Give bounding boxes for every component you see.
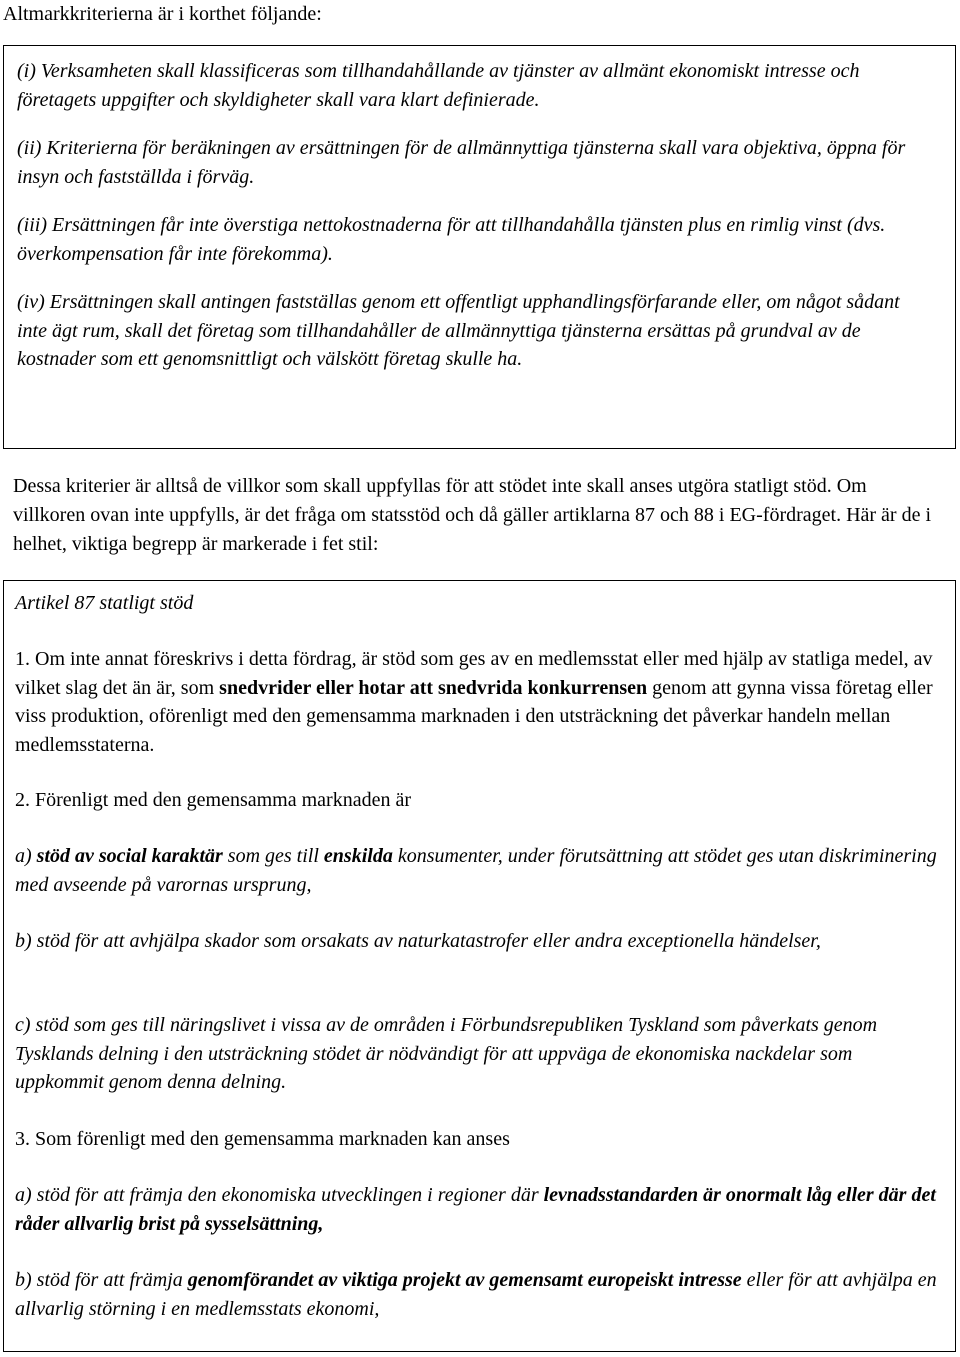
criterion-3: (iii) Ersättningen får inte överstiga nettokostnaderna för att tillhandahålla tjänsten plus en rimlig vinst (dvs. överkompensation får inte förekomma). [17, 214, 886, 265]
article-box [3, 580, 956, 1352]
p3a-bold: levnadsstandarden är onormalt låg eller där det råder allvarlig brist på sysselsättning, [15, 1184, 936, 1235]
article-paragraph-2a [15, 842, 945, 899]
article-paragraph-2c: c) stöd som ges till näringslivet i vissa av de områden i Förbundsrepubliken Tyskland som påverkats genom Tysklands delning i den utsträckning stödet är nödvändigt för att uppväga de ekonomiska nackdelar som uppkommit genom denna delning. [15, 1014, 878, 1093]
criteria-box [3, 45, 956, 449]
explanation-paragraph: Dessa kriterier är alltså de villkor som skall uppfyllas för att stödet inte skall anses utgöra statligt stöd. Om villkoren ovan inte uppfylls, är det fråga om statsstöd och då gäller artiklarna 87 och 88 i EG-fördraget. Här är de i helhet, viktiga begrepp är markerade i fet stil: [13, 475, 932, 555]
p1-bold: snedvrider eller hotar att snedvrida konkurrensen [219, 676, 648, 699]
p2a-text: a) [15, 845, 37, 867]
article-paragraph-3a [15, 1181, 945, 1238]
article-paragraph-1 [15, 645, 945, 759]
p1-text-end: genom att gynna vissa företag eller viss produktion, oförenligt med den gemensamma marknaden i den utsträckning det påverkar handeln mellan medlemsstaterna. [15, 676, 933, 756]
intro-text-before: Altmarkkriterierna är i [3, 3, 190, 25]
intro-line [3, 2, 322, 26]
criterion-1: (i) Verksamheten skall klassificeras som tillhandahållande av tjänster av allmänt ekonomiskt intresse och företagets uppgifter och skyldigheter skall vara klart definierade. [17, 60, 860, 111]
criterion-4: (iv) Ersättningen skall antingen fastställas genom ett offentligt upphandlingsförfarande eller, om något sådant inte ägt rum, skall det företag som tillhandahåller de allmännyttiga tjänsterna ersättas på grundval av de kostnader som ett genomsnittligt och välskött företag skulle ha. [17, 291, 900, 370]
article-paragraph-3b [15, 1266, 945, 1323]
p2a-bold: stöd av social karaktär [36, 845, 223, 867]
p3b-text-end: eller för att avhjälpa en allvarlig störning i en medlemsstats ekonomi, [15, 1269, 937, 1320]
p1-text: 1. Om inte annat föreskrivs i detta fördrag, är stöd som ges av en medlemsstat eller med hjälp av statliga medel, av vilket slag det än är, som [15, 648, 933, 699]
intro-text-after: följande: [245, 3, 322, 25]
p2a-bold-2: enskilda [323, 845, 393, 867]
article-paragraph-2b: b) stöd för att avhjälpa skador som orsakats av naturkatastrofer eller andra exceptionella händelser, [15, 930, 821, 952]
p2a-text-end: konsumenter, under förutsättning att stödet ges utan diskriminering med avseende på varornas ursprung, [15, 845, 937, 896]
p3b-bold: genomförandet av viktiga projekt av gemensamt europeiskt intresse [187, 1269, 742, 1291]
p2a-text-mid: som ges till [222, 845, 324, 867]
intro-link: korthet [189, 3, 246, 25]
article-title: Artikel 87 statligt stöd [15, 592, 194, 614]
p3b-text: b) stöd för att främja [15, 1269, 188, 1291]
criterion-2: (ii) Kriterierna för beräkningen av ersättningen för de allmännyttiga tjänsterna skall vara objektiva, öppna för insyn och fastställda i förväg. [17, 137, 906, 188]
article-paragraph-2: 2. Förenligt med den gemensamma marknaden är [15, 789, 411, 811]
article-paragraph-3: 3. Som förenligt med den gemensamma marknaden kan anses [15, 1128, 510, 1150]
p3a-text: a) stöd för att främja den ekonomiska utvecklingen i regioner där [15, 1184, 544, 1206]
